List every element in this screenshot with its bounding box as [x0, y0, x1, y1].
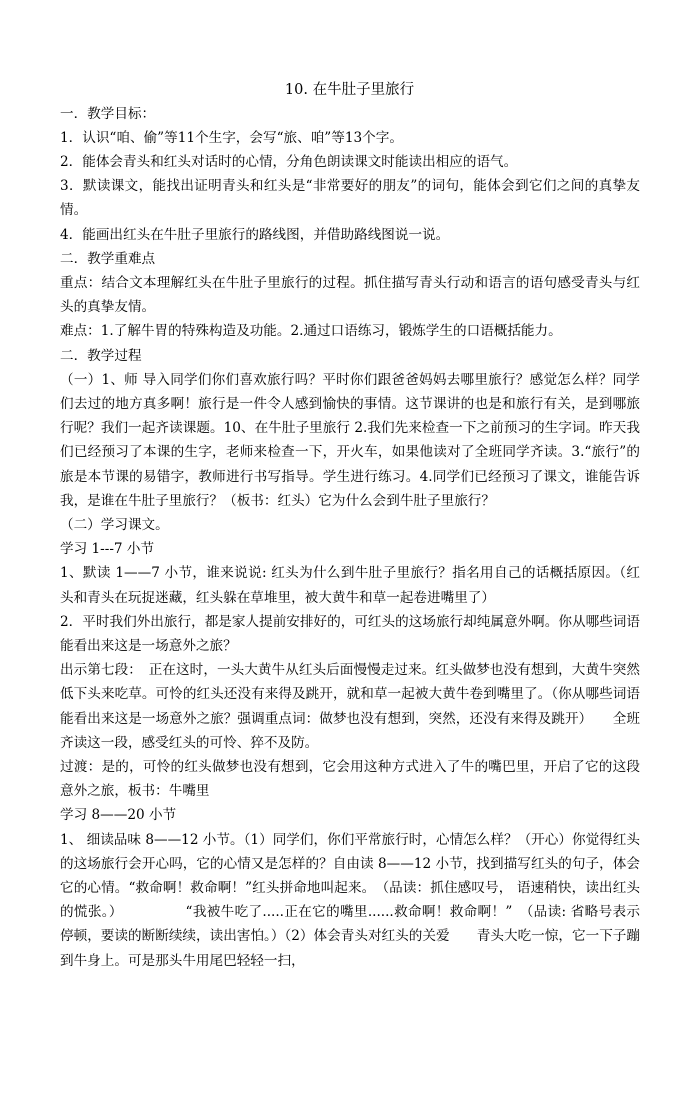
key-point-paragraph: 重点：结合文本理解红头在牛肚子里旅行的过程。抓住描写青头行动和语言的语句感受青头与红头的真挚友情。: [60, 274, 640, 316]
study-step-1: 1、默读 1——7 小节，谁来说说: 红头为什么到牛肚子里旅行？指名用自己的话概括原因。（红头和青头在玩捉迷藏，红头躲在草堆里，被大黄牛和草一起卷进嘴里了）: [60, 565, 640, 606]
document-title: 10. 在牛肚子里旅行: [284, 82, 415, 98]
section-heading-key-points: 二．教学重难点: [60, 250, 156, 267]
study-step-close-reading: 1、 细读品味 8——12 小节。（1）同学们，你们平常旅行时，心情怎么样？（开心）你觉得红头的这场旅行会开心吗，它的心情又是怎样的？自由读 8——12 小节，找到描写红头的句子，体会它的心情。“救命啊！救命啊！”红头拼命地叫起来。 （品读：抓住感叹号， 语速稍快，读出红头的慌张。） “我被牛吃了.....正在它的嘴里......救命啊！救命啊！” （品读: 省略号表示停顿，要读的断断续续，读出害怕。）（2）体会青头对红头的关爱 青头大吃一惊，它一下子蹦到牛身上。可是那头牛用尾巴轻轻一扫，: [60, 831, 640, 969]
objective-3: 3．默读课文，能找出证明青头和红头是“非常要好的朋友”的词句，能体会到它们之间的真挚友情。: [60, 178, 640, 219]
study-heading-1-7: 学习 1---7 小节: [60, 541, 155, 558]
objective-2: 2．能体会青头和红头对话时的心情，分角色朗读课文时能读出相应的语气。: [60, 153, 518, 170]
paragraph-seven-excerpt: 出示第七段： 正在这时，一头大黄牛从红头后面慢慢走过来。红头做梦也没有想到，大黄牛突然低下头来吃草。可怜的红头还没有来得及跳开，就和草一起被大黄牛卷到嘴里了。（你从哪些词语能看出来这是一场意外之旅？强调重点词：做梦也没有想到，突然，还没有来得及跳开） 全班齐读这一段，感受红头的可怜、猝不及防。: [60, 662, 640, 751]
section-heading-objectives: 一．教学目标：: [60, 105, 156, 122]
study-heading-8-20: 学习 8——20 小节: [60, 807, 177, 824]
difficulty-paragraph: 难点：1.了解牛胃的特殊构造及功能。2.通过口语练习，锻炼学生的口语概括能力。: [60, 323, 562, 340]
study-step-2: 2．平时我们外出旅行，都是家人提前安排好的，可红头的这场旅行却纯属意外啊。你从哪些词语能看出来这是一场意外之旅？: [60, 613, 640, 654]
objective-4: 4．能画出红头在牛肚子里旅行的路线图，并借助路线图说一说。: [60, 226, 450, 243]
section-heading-process: 二．教学过程: [60, 347, 142, 364]
process-intro-paragraph: （一）1、师 导入同学们你们喜欢旅行吗？平时你们跟爸爸妈妈去哪里旅行？感觉怎么样？同学们去过的地方真多啊！旅行是一件令人感到愉快的事情。这节课讲的也是和旅行有关，是到哪旅行呢？我们一起齐读课题。10、在牛肚子里旅行 2.我们先来检查一下之前预习的生字词。昨天我们已经预习了本课的生字，老师来检查一下，开火车，如果他读对了全班同学齐读。3.“旅行”的旅是本节课的易错字，教师进行书写指导。学生进行练习。4.同学们已经预习了课文，谁能告诉我，是谁在牛肚子里旅行？（板书：红头）它为什么会到牛肚子里旅行？: [60, 371, 640, 509]
subsection-heading-study: （二）学习课文。: [60, 516, 169, 533]
transition-paragraph: 过渡：是的，可怜的红头做梦也没有想到，它会用这种方式进入了牛的嘴巴里，开启了它的这段意外之旅，板书：牛嘴里: [60, 758, 640, 800]
objective-1: 1．认识“咱、偷”等11个生字，会写“旅、咱”等13个字。: [60, 129, 403, 146]
document-body: [60, 102, 640, 973]
